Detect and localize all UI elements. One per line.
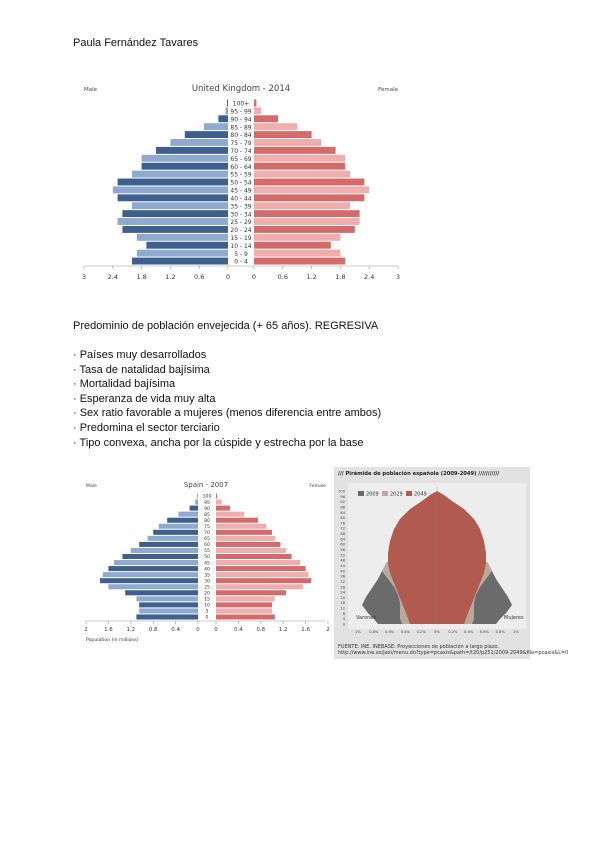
male-bar — [227, 100, 228, 107]
x-tick-label: 0 — [214, 627, 218, 633]
x-tick-label: 1% — [513, 630, 519, 634]
x-tick-label: 0.6% — [479, 630, 489, 634]
female-bar — [254, 194, 364, 201]
male-bar — [226, 107, 228, 114]
female-bar — [254, 100, 256, 107]
female-bar — [216, 614, 275, 619]
x-tick-label: 0.4 — [234, 627, 243, 633]
projection-title: /// Pirámide de población española (2009-2049) /////////// — [338, 471, 500, 477]
x-tick-label: 2 — [84, 627, 88, 633]
x-tick-label: 3 — [395, 273, 401, 281]
x-tick-label: 1.6 — [301, 627, 310, 633]
female-bar — [254, 186, 369, 193]
female-bar — [216, 536, 275, 541]
male-bar — [139, 542, 198, 547]
female-bar — [216, 578, 311, 583]
male-bar — [122, 554, 198, 559]
age-group-label: 30 - 34 — [230, 211, 252, 219]
male-bar — [114, 560, 198, 565]
age-group-label: 70 - 74 — [230, 148, 252, 156]
x-tick-label: 0.4% — [464, 630, 474, 634]
spain-pyramid-figure — [82, 478, 330, 648]
y-tick-label: 64 — [340, 537, 345, 542]
female-bar — [254, 163, 345, 170]
y-tick-label: 20 — [340, 595, 345, 600]
male-bar — [108, 584, 198, 589]
x-tick-label: 1.2 — [126, 627, 136, 633]
age-group-label: 100+ — [232, 100, 250, 108]
female-bar — [216, 506, 230, 511]
y-tick-label: 60 — [340, 542, 345, 547]
male-bar — [204, 123, 228, 130]
female-bar — [216, 590, 286, 595]
uk-pyramid-figure — [80, 80, 402, 285]
male-bar — [197, 494, 198, 499]
male-bar — [185, 131, 228, 138]
y-tick-label: 44 — [340, 563, 345, 568]
y-tick-label: 72 — [340, 526, 345, 531]
female-bar — [216, 494, 217, 499]
female-bar — [216, 518, 258, 523]
age-group-label: 10 - 14 — [230, 242, 252, 250]
female-bar — [216, 566, 306, 571]
male-bar — [142, 155, 228, 162]
chart-title: United Kingdom - 2014 — [191, 84, 291, 94]
x-tick-label: 2.4 — [364, 273, 375, 281]
age-group-label: 55 - 59 — [230, 171, 252, 179]
female-label: Female — [309, 484, 326, 489]
male-bar — [132, 258, 228, 265]
legend-swatch-2009 — [358, 491, 364, 496]
y-tick-label: 40 — [340, 569, 345, 574]
female-bar — [254, 234, 340, 241]
y-tick-label: 80 — [340, 516, 345, 521]
y-tick-label: 32 — [340, 579, 345, 584]
legend-swatch-2049 — [406, 491, 412, 496]
x-tick-label: 2.4 — [107, 273, 118, 281]
male-bar — [136, 596, 198, 601]
projection-source: FUENTE: INE. INEBASE: Proyecciones de población a largo plazo. — [338, 644, 500, 650]
uk-pyramid-chart — [80, 80, 402, 285]
y-tick-label: 56 — [340, 548, 345, 553]
x-tick-label: 0% — [434, 630, 440, 634]
x-tick-label: 0.2% — [416, 630, 426, 634]
male-bar — [132, 171, 228, 178]
age-group-label: 85 — [204, 512, 210, 518]
female-bar — [254, 123, 297, 130]
female-bar — [216, 542, 280, 547]
age-group-label: 45 — [204, 561, 210, 567]
age-group-label: 0 — [205, 615, 209, 621]
y-tick-label: 100 — [338, 489, 345, 494]
legend-label-2009: 2009 — [366, 491, 379, 498]
age-group-label: 50 - 54 — [230, 179, 252, 187]
male-bar — [190, 506, 198, 511]
male-bar — [218, 115, 228, 122]
age-group-label: 25 — [204, 585, 210, 591]
male-bar — [153, 530, 198, 535]
male-bar — [122, 210, 228, 217]
x-tick-label: 0.4% — [400, 630, 410, 634]
male-bar — [139, 608, 198, 613]
chart-title: Spain - 2007 — [183, 481, 229, 489]
male-bar — [118, 179, 228, 186]
female-bar — [216, 530, 272, 535]
x-tick-label: 0.8% — [369, 630, 379, 634]
age-group-label: 90 — [204, 506, 210, 512]
male-bar — [122, 226, 228, 233]
x-tick-label: 0 — [196, 627, 200, 633]
female-bar — [254, 258, 345, 265]
x-tick-label: 3 — [81, 273, 87, 281]
female-bar — [216, 584, 303, 589]
y-tick-label: 12 — [340, 606, 345, 611]
description-heading: Predominio de población envejecida (+ 65 años). REGRESIVA — [73, 320, 379, 332]
age-group-label: 85 - 89 — [230, 124, 252, 132]
male-bar — [113, 186, 228, 193]
x-tick-label: 1.2 — [278, 627, 288, 633]
list-item: · Tasa de natalidad bajísima — [73, 363, 210, 376]
age-group-label: 80 - 84 — [230, 132, 252, 140]
male-bar — [178, 512, 198, 517]
x-tick-label: 0.8 — [256, 627, 266, 633]
male-bar — [125, 590, 198, 595]
age-group-label: 25 - 29 — [230, 219, 252, 227]
male-bar — [170, 139, 228, 146]
y-tick-label: 4 — [342, 617, 345, 622]
y-tick-label: 96 — [340, 494, 345, 499]
female-bar — [254, 226, 355, 233]
x-tick-label: 1.8 — [136, 273, 147, 281]
legend-label-2049: 2049 — [414, 491, 427, 498]
female-bar — [216, 608, 272, 613]
age-group-label: 35 - 39 — [230, 203, 252, 211]
female-bar — [254, 202, 350, 209]
male-bar — [137, 234, 228, 241]
female-bar — [216, 500, 222, 505]
x-tick-label: 0 — [225, 273, 231, 281]
female-bar — [254, 171, 350, 178]
legend-swatch-2029 — [382, 491, 388, 496]
female-bar — [254, 179, 364, 186]
characteristics-list — [73, 348, 381, 450]
female-bar — [254, 218, 360, 225]
list-item: · Esperanza de vida muy alta — [73, 392, 216, 405]
male-bar — [139, 602, 198, 607]
female-bar — [254, 155, 345, 162]
male-bar — [118, 194, 228, 201]
y-tick-label: 8 — [342, 611, 345, 616]
age-group-label: 75 - 79 — [230, 140, 252, 148]
y-tick-label: 48 — [340, 558, 345, 563]
male-bar — [108, 566, 198, 571]
x-tick-label: 1% — [355, 630, 361, 634]
age-group-label: 65 - 69 — [230, 155, 252, 163]
age-group-label: 20 - 24 — [230, 227, 252, 235]
male-bar — [100, 578, 198, 583]
list-item: · Predomina el sector terciario — [73, 421, 220, 434]
female-bar — [216, 602, 272, 607]
female-bar — [254, 131, 312, 138]
age-group-label: 75 — [204, 524, 210, 530]
female-bar — [254, 147, 336, 154]
x-tick-label: 0 — [251, 273, 257, 281]
projection-right-label: Mujeres — [504, 615, 524, 621]
legend-label-2029: 2029 — [390, 491, 403, 498]
spain-projection-figure — [334, 467, 569, 659]
male-bar — [156, 147, 228, 154]
female-bar — [254, 115, 278, 122]
female-label: Female — [378, 87, 398, 93]
male-bar — [167, 518, 198, 523]
x-tick-label: 0.6 — [194, 273, 205, 281]
spain-projection-chart — [334, 467, 569, 659]
age-group-label: 15 - 19 — [230, 234, 252, 242]
author-name: Paula Fernández Tavares — [73, 37, 199, 49]
list-item: · Tipo convexa, ancha por la cúspide y estrecha por la base — [73, 436, 364, 449]
x-tick-label: 0.2% — [448, 630, 458, 634]
age-group-label: 50 — [204, 555, 210, 561]
female-bar — [254, 250, 340, 257]
age-group-label: 35 — [204, 573, 210, 579]
male-label: Male — [84, 87, 98, 93]
age-group-label: 15 — [204, 597, 210, 603]
projection-left-label: Varones — [356, 615, 376, 621]
x-tick-label: 0.8 — [148, 627, 158, 633]
age-group-label: 65 — [204, 537, 210, 543]
x-tick-label: 0.6 — [277, 273, 288, 281]
male-bar — [195, 500, 198, 505]
x-tick-label: 0.8% — [495, 630, 505, 634]
female-bar — [254, 107, 261, 114]
x-axis-title: Population (in millions) — [86, 638, 139, 643]
age-group-label: 60 — [204, 543, 210, 549]
projection-legend — [358, 491, 427, 498]
male-bar — [159, 524, 198, 529]
male-bar — [148, 536, 198, 541]
list-item: · Países muy desarrollados — [73, 349, 207, 361]
x-tick-label: 1.6 — [104, 627, 113, 633]
y-tick-label: 24 — [340, 590, 345, 595]
age-group-label: 95 - 99 — [230, 108, 252, 116]
y-tick-label: 76 — [340, 521, 345, 526]
female-bar — [254, 210, 360, 217]
y-tick-label: 52 — [340, 553, 345, 558]
male-bar — [132, 202, 228, 209]
age-group-label: 5 — [205, 609, 209, 615]
age-group-label: 90 - 94 — [230, 116, 252, 124]
y-tick-label: 92 — [340, 500, 345, 505]
female-bar — [216, 512, 244, 517]
x-tick-label: 2 — [326, 627, 330, 633]
age-group-label: 0 - 4 — [234, 258, 248, 266]
male-bar — [137, 250, 228, 257]
female-bar — [254, 242, 331, 249]
age-group-label: 10 — [204, 603, 210, 609]
y-tick-label: 36 — [340, 574, 345, 579]
age-group-label: 95 — [204, 500, 210, 506]
male-bar — [142, 163, 228, 170]
y-tick-label: 84 — [340, 510, 345, 515]
age-group-label: 20 — [204, 591, 210, 597]
y-tick-label: 28 — [340, 585, 345, 590]
age-group-label: 100 — [202, 494, 212, 500]
y-tick-label: 16 — [340, 601, 345, 606]
y-tick-label: 88 — [340, 505, 345, 510]
spain-pyramid-chart — [82, 478, 330, 648]
female-bar — [216, 548, 286, 553]
x-tick-label: 0.6% — [385, 630, 395, 634]
age-group-label: 60 - 64 — [230, 163, 252, 171]
age-group-label: 80 — [204, 518, 210, 524]
list-item: · Mortalidad bajísima — [73, 378, 176, 391]
x-tick-label: 1.2 — [165, 273, 176, 281]
x-tick-label: 1.2 — [306, 273, 317, 281]
x-tick-label: 0.4 — [171, 627, 180, 633]
y-tick-label: 68 — [340, 532, 345, 537]
age-group-label: 5 - 9 — [234, 250, 248, 258]
projection-source-url: http://www.ine.es/jaxi/menu.do?type=pcaxis&path=/t20/p251/2009-2049&file=pcaxis&L=0 — [338, 650, 569, 656]
male-bar — [131, 548, 198, 553]
age-group-label: 40 - 44 — [230, 195, 252, 203]
age-group-label: 45 - 49 — [230, 187, 252, 195]
female-bar — [254, 139, 321, 146]
male-bar — [146, 242, 228, 249]
age-group-label: 70 — [204, 531, 210, 537]
male-bar — [118, 218, 228, 225]
female-bar — [216, 596, 275, 601]
age-group-label: 55 — [204, 549, 210, 555]
female-bar — [216, 554, 292, 559]
male-bar — [136, 614, 198, 619]
x-tick-label: 1.8 — [335, 273, 346, 281]
male-label: Male — [86, 484, 97, 489]
female-bar — [216, 560, 300, 565]
female-bar — [216, 572, 308, 577]
female-bar — [216, 524, 266, 529]
age-group-label: 40 — [204, 567, 210, 573]
male-bar — [103, 572, 198, 577]
age-group-label: 30 — [204, 579, 210, 585]
list-item: · Sex ratio favorable a mujeres (menos diferencia entre ambos) — [73, 407, 382, 420]
y-tick-label: 0 — [342, 622, 345, 627]
